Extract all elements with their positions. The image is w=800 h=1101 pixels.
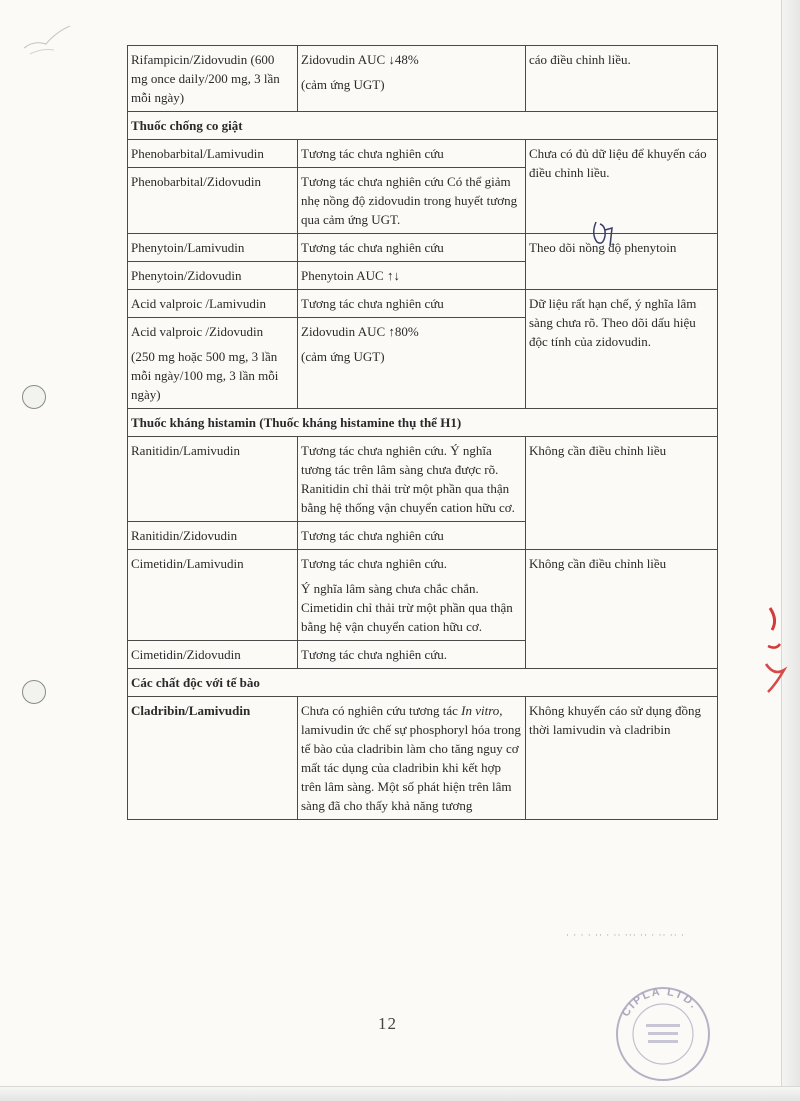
drug-pair-name: Acid valproic /Zidovudin (131, 324, 264, 339)
recommendation-cell: cáo điều chỉnh liều. (526, 46, 718, 112)
corner-scratch-mark (20, 18, 80, 58)
drug-pair-cell: Cladribin/Lamivudin (128, 697, 298, 820)
recommendation-cell: Không khuyến cáo sử dụng đồng thời lamivudin và cladribin (526, 697, 718, 820)
recommendation-cell: Dữ liệu rất hạn chế, ý nghĩa lâm sàng chưa rõ. Theo dõi dấu hiệu độc tính của zidovudin. (526, 290, 718, 409)
table-row (128, 234, 718, 262)
section-heading: Thuốc kháng histamin (Thuốc kháng histamine thụ thể H1) (128, 409, 718, 437)
section-heading: Thuốc chống co giật (128, 112, 718, 140)
interaction-cell: Phenytoin AUC ↑↓ (298, 262, 526, 290)
drug-pair-cell: Phenobarbital/Lamivudin (128, 140, 298, 168)
drug-pair-cell: Acid valproic /Lamivudin (128, 290, 298, 318)
interaction-mechanism: (cảm ứng UGT) (301, 77, 385, 92)
interaction-cell: Tương tác chưa nghiên cứu (298, 234, 526, 262)
table-row (128, 46, 718, 112)
drug-pair-cell (128, 318, 298, 409)
interaction-mechanism: (cảm ứng UGT) (301, 349, 385, 364)
drug-pair-cell: Ranitidin/Zidovudin (128, 522, 298, 550)
stamp-ring-text: CIPLA LTD. (619, 985, 701, 1019)
interaction-cell: Tương tác chưa nghiên cứu. Ý nghĩa tương tác trên lâm sàng chưa được rõ. Ranitidin chỉ thải trừ một phần qua thận bằng hệ thống vận chuyển cation hữu cơ. (298, 437, 526, 522)
interaction-text: Chưa có nghiên cứu tương tác (301, 703, 462, 718)
recommendation-cell: Chưa có đủ dữ liệu để khuyến cáo điều chỉnh liều. (526, 140, 718, 234)
table-row (128, 550, 718, 641)
interaction-cell: Tương tác chưa nghiên cứu. (298, 641, 526, 669)
page-bottom-edge (0, 1086, 800, 1101)
drug-pair-cell: Cimetidin/Lamivudin (128, 550, 298, 641)
svg-text:CIPLA LTD. (620, 986, 701, 1019)
interaction-cell: Tương tác chưa nghiên cứu (298, 140, 526, 168)
table-row (128, 140, 718, 168)
drug-pair-cell: Cimetidin/Zidovudin (128, 641, 298, 669)
section-row (128, 669, 718, 697)
interaction-cell (298, 697, 526, 820)
interaction-text-continued: lamivudin ức chế sự phosphoryl hóa trong tế bào của cladribin làm cho tăng nguy cơ mất tác dụng của cladribin khi kết hợp trên lâm sàng. Một số phát hiện trên lâm sàng đã cho thấy khả năng tương (301, 722, 521, 813)
interaction-italic-text: In vitro, (461, 703, 503, 718)
interaction-note: Ý nghĩa lâm sàng chưa chắc chắn. Cimetidin chỉ thải trừ một phần qua thận bằng hệ vận chuyển cation hữu cơ. (301, 581, 513, 634)
punch-hole-upper (22, 385, 46, 409)
recommendation-cell: Không cần điều chỉnh liều (526, 550, 718, 669)
page-edge-shadow (781, 0, 800, 1101)
interaction-value: Zidovudin AUC ↓48% (301, 52, 419, 67)
interaction-cell (298, 550, 526, 641)
table-row (128, 290, 718, 318)
recommendation-cell: Theo dõi nồng độ phenytoin (526, 234, 718, 290)
table-row (128, 697, 718, 820)
drug-pair-cell: Phenytoin/Zidovudin (128, 262, 298, 290)
interaction-value: Tương tác chưa nghiên cứu. (301, 556, 448, 571)
handwritten-initials (588, 216, 618, 250)
interaction-cell (298, 318, 526, 409)
interaction-cell: Tương tác chưa nghiên cứu Có thể giảm nhẹ nồng độ zidovudin trong huyết tương qua cảm ứng UGT. (298, 168, 526, 234)
drug-pair-cell: Rifampicin/Zidovudin (600 mg once daily/200 mg, 3 lần mỗi ngày) (128, 46, 298, 112)
drug-pair-cell: Phenytoin/Lamivudin (128, 234, 298, 262)
section-heading: Các chất độc với tế bào (128, 669, 718, 697)
table-row (128, 437, 718, 522)
section-row (128, 409, 718, 437)
recommendation-cell: Không cần điều chỉnh liều (526, 437, 718, 550)
drug-pair-cell: Ranitidin/Lamivudin (128, 437, 298, 522)
interaction-cell: Tương tác chưa nghiên cứu (298, 522, 526, 550)
faint-bleed-through-text: · · · · ·· · ·· ··· ·· · ·· ·· · (566, 930, 685, 940)
drug-pair-cell: Phenobarbital/Zidovudin (128, 168, 298, 234)
interaction-cell: Tương tác chưa nghiên cứu (298, 290, 526, 318)
company-stamp (604, 978, 722, 1082)
page-number: 12 (378, 1014, 397, 1033)
section-row (128, 112, 718, 140)
interaction-value: Zidovudin AUC ↑80% (301, 324, 419, 339)
drug-dosage: (250 mg hoặc 500 mg, 3 lần mỗi ngày/100 mg, 3 lần mỗi ngày) (131, 349, 279, 402)
red-pen-marks (760, 600, 790, 710)
interaction-cell (298, 46, 526, 112)
punch-hole-lower (22, 680, 46, 704)
drug-interaction-table (127, 45, 718, 820)
